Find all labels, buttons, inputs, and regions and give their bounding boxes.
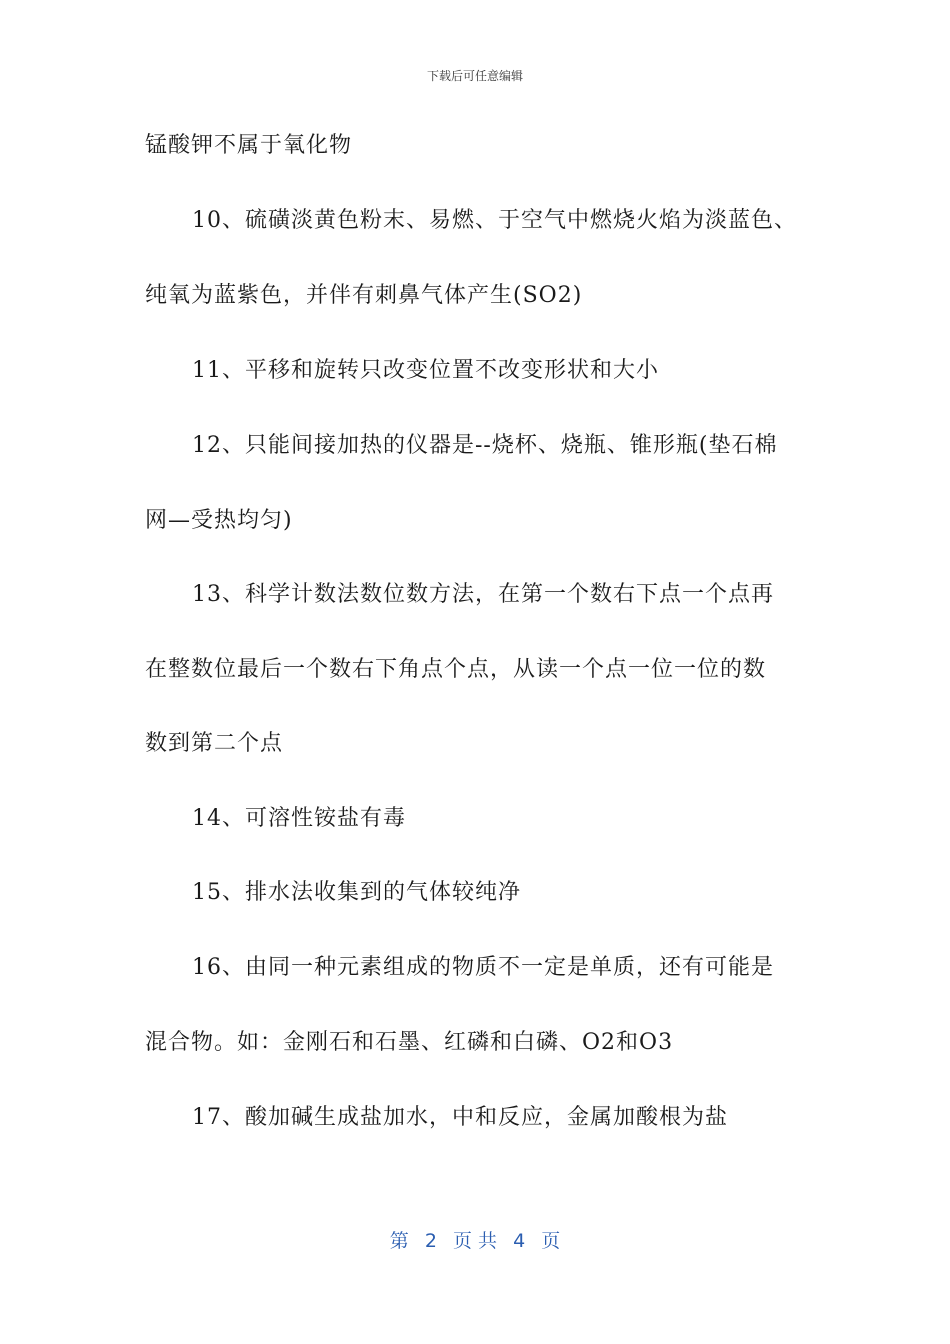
body-line: 12、只能间接加热的仪器是--烧杯、烧瓶、锥形瓶(垫石棉 <box>192 433 778 458</box>
body-line: 网—受热均匀) <box>145 508 293 533</box>
body-line: 17、酸加碱生成盐加水，中和反应，金属加酸根为盐 <box>192 1105 728 1130</box>
footer-page-number: 2 <box>424 1230 437 1252</box>
page-header-note: 下载后可任意编辑 <box>426 69 523 83</box>
body-line: 14、可溶性铵盐有毒 <box>192 806 406 831</box>
footer-ye: 页 <box>541 1230 561 1252</box>
body-line: 锰酸钾不属于氧化物 <box>145 133 353 158</box>
body-line: 13、科学计数法数位数方法，在第一个数右下点一个点再 <box>192 582 774 607</box>
page-footer <box>0 1226 950 1253</box>
body-line: 纯氧为蓝紫色，并伴有刺鼻气体产生(SO2) <box>145 283 583 308</box>
body-line: 在整数位最后一个数右下角点个点，从读一个点一位一位的数 <box>145 657 767 682</box>
footer-di: 第 <box>389 1230 409 1252</box>
body-line: 16、由同一种元素组成的物质不一定是单质，还有可能是 <box>192 955 774 980</box>
footer-total-pages: 4 <box>513 1230 526 1252</box>
body-line: 11、平移和旋转只改变位置不改变形状和大小 <box>192 358 659 383</box>
body-line: 15、排水法收集到的气体较纯净 <box>192 880 521 905</box>
footer-ye-gong: 页 共 <box>452 1230 498 1252</box>
body-line: 混合物。如：金刚石和石墨、红磷和白磷、O2和O3 <box>145 1030 674 1055</box>
body-line: 10、硫磺淡黄色粉末、易燃、于空气中燃烧火焰为淡蓝色、 <box>192 208 797 233</box>
body-line: 数到第二个点 <box>145 731 284 756</box>
